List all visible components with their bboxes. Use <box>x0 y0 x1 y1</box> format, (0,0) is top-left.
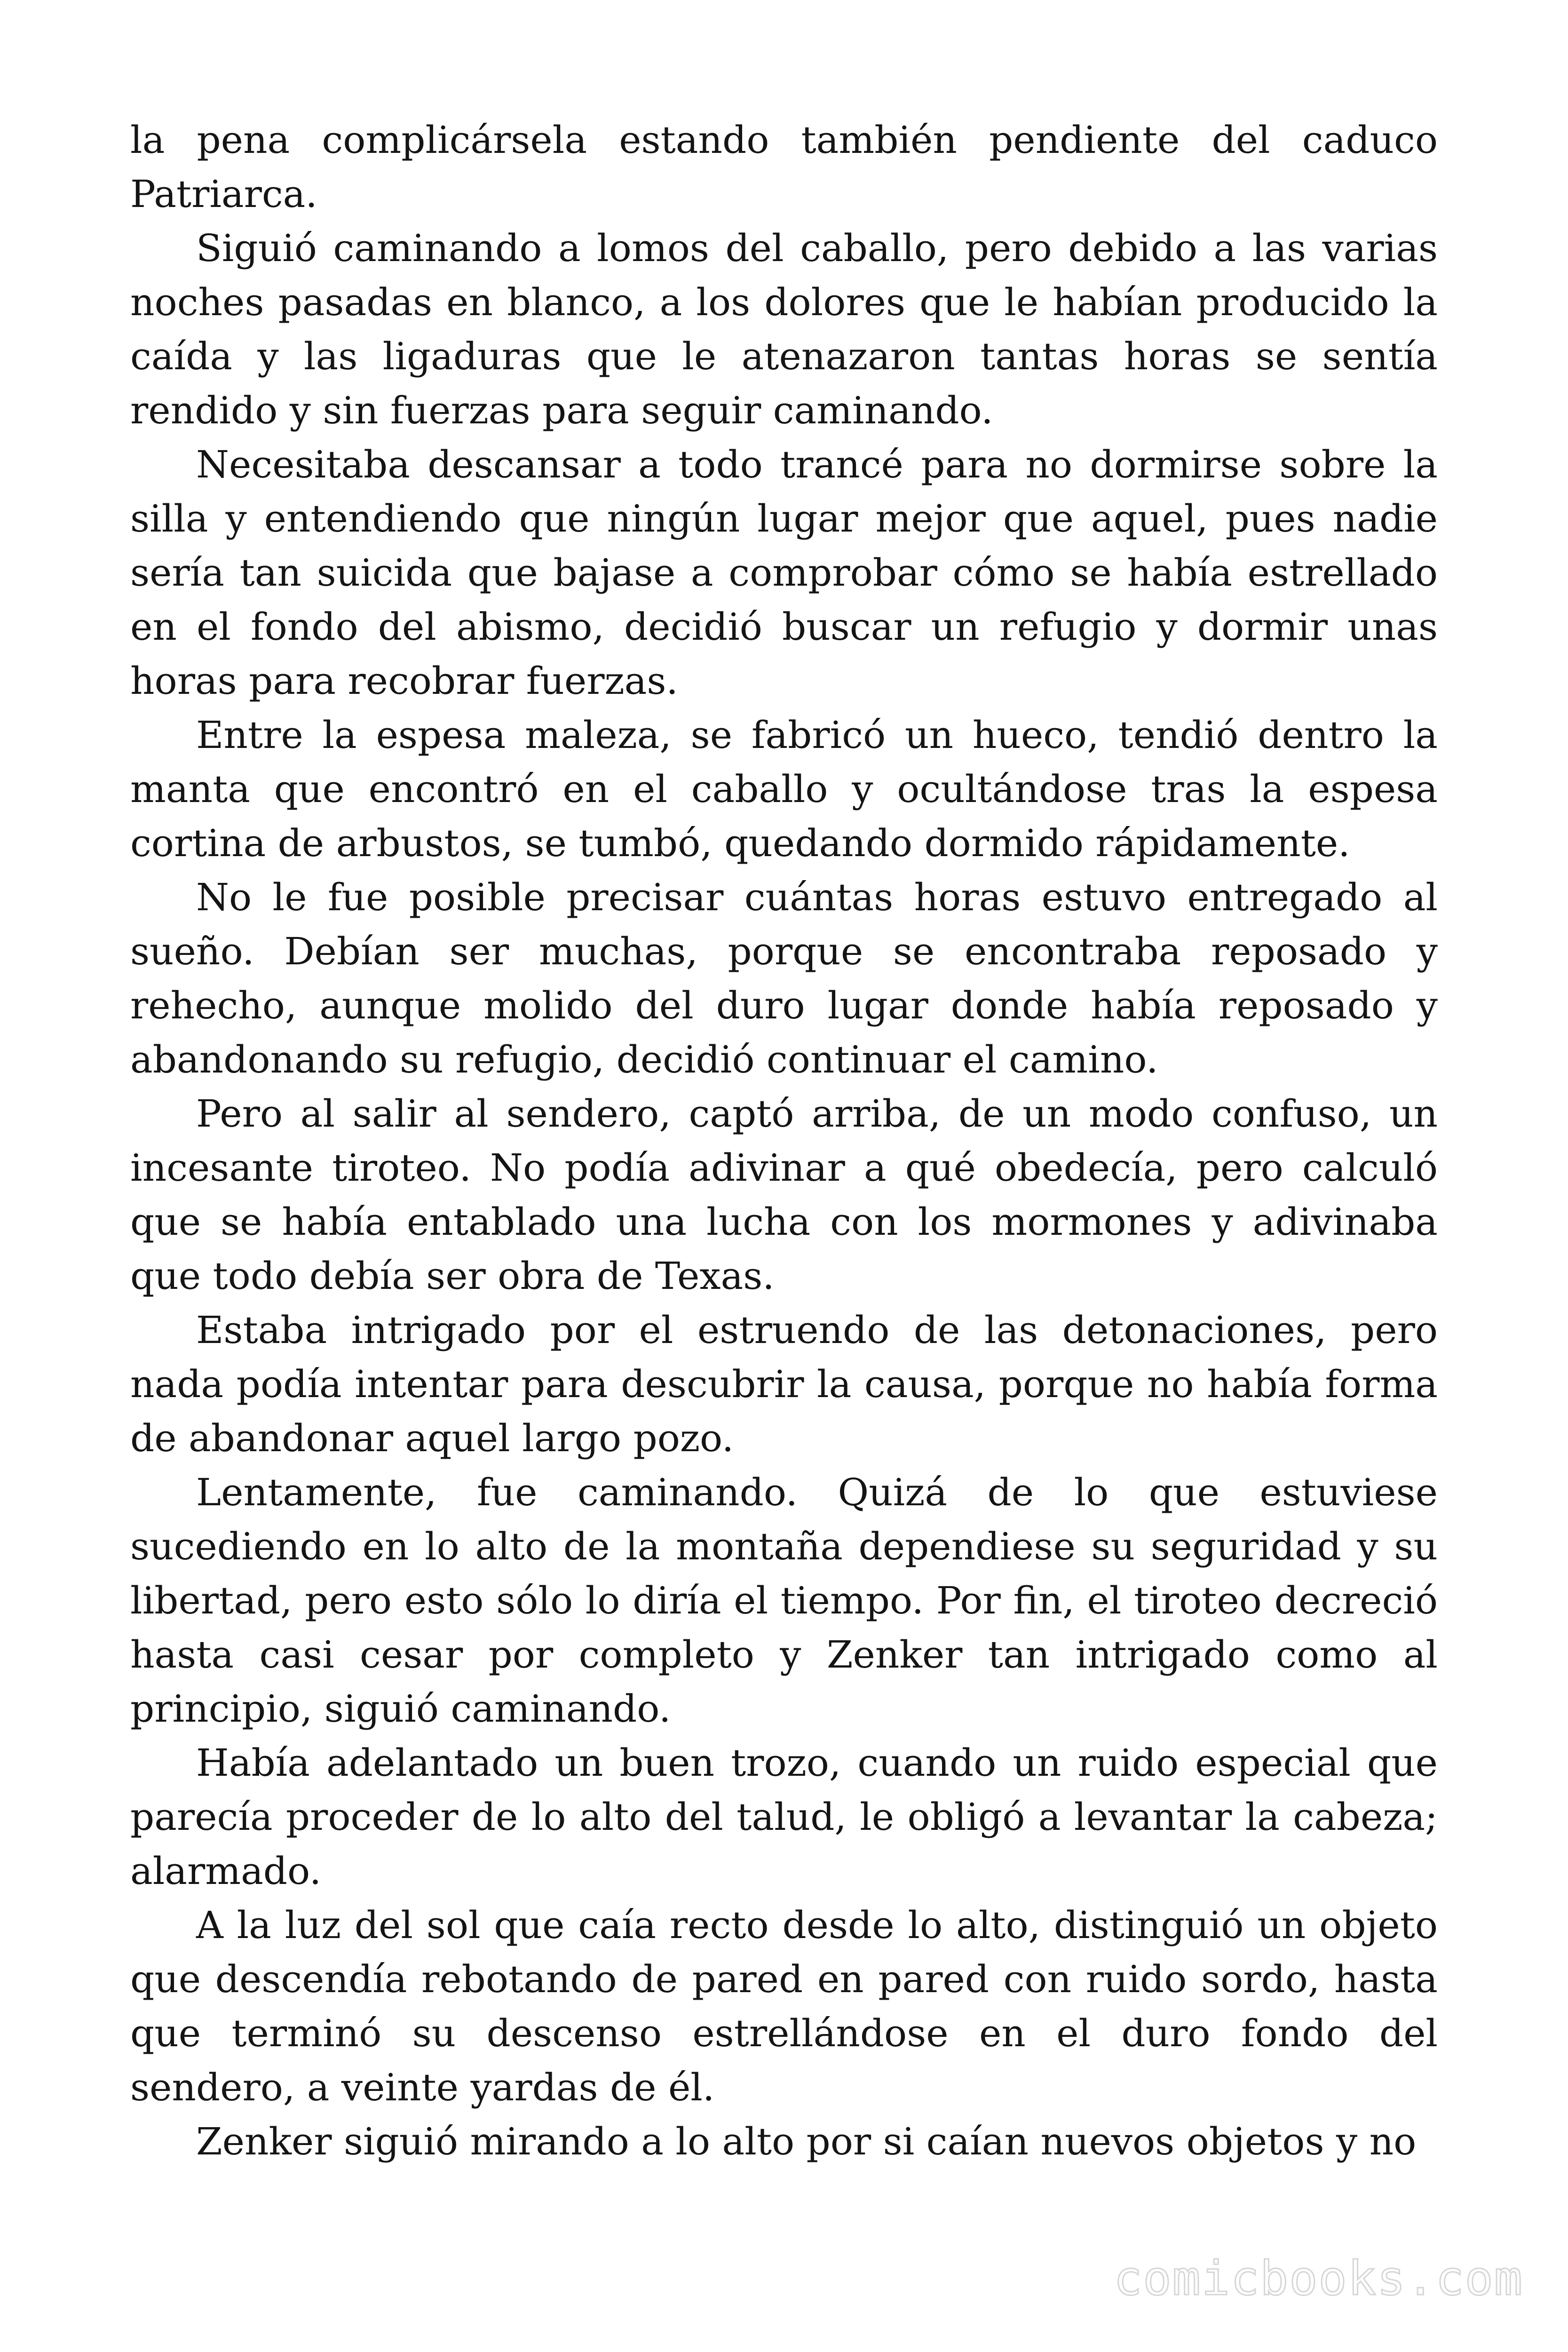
paragraph-5: No le fue posible precisar cuántas horas estuvo entregado al sueño. Debían ser muchas, porque se encontraba reposado y rehecho, aunque molido del duro lugar donde había reposado y abandonando su refugio, decidió continuar el camino. <box>130 875 1438 1081</box>
paragraph-10: A la luz del sol que caía recto desde lo alto, distinguió un objeto que descendía rebotando de pared en pared con ruido sordo, hasta que terminó su descenso estrellándose en el duro fondo del sendero, a veinte yardas de él. <box>130 1903 1438 2109</box>
page-body <box>130 113 1438 2169</box>
paragraph-11: Zenker siguió mirando a lo alto por si caían nuevos objetos y no <box>196 2120 1417 2163</box>
paragraph-3: Necesitaba descansar a todo trancé para no dormirse sobre la silla y entendiendo que ningún lugar mejor que aquel, pues nadie sería tan suicida que bajase a comprobar cómo se había estrellado en el fondo del abismo, decidió buscar un refugio y dormir unas horas para recobrar fuerzas. <box>130 443 1438 703</box>
paragraph-6: Pero al salir al sendero, captó arriba, de un modo confuso, un incesante tiroteo. No podía adivinar a qué obedecía, pero calculó que se había entablado una lucha con los mormones y adivinaba que todo debía ser obra de Texas. <box>130 1092 1438 1298</box>
paragraph-7: Estaba intrigado por el estruendo de las detonaciones, pero nada podía intentar para descubrir la causa, porque no había forma de abandonar aquel largo pozo. <box>130 1308 1438 1460</box>
paragraph-2: Siguió caminando a lomos del caballo, pero debido a las varias noches pasadas en blanco, a los dolores que le habían producido la caída y las ligaduras que le atenazaron tantas horas se sentía rendido y sin fuerzas para seguir caminando. <box>130 226 1438 432</box>
paragraph-4: Entre la espesa maleza, se fabricó un hueco, tendió dentro la manta que encontró en el caballo y ocultándose tras la espesa cortina de arbustos, se tumbó, quedando dormido rápidamente. <box>130 713 1438 865</box>
paragraph-1: la pena complicársela estando también pendiente del caduco Patriarca. <box>130 118 1438 216</box>
watermark: comicbooks.com <box>1114 2251 1523 2306</box>
paragraph-8: Lentamente, fue caminando. Quizá de lo que estuviese sucediendo en lo alto de la montaña dependiese su seguridad y su libertad, pero esto sólo lo diría el tiempo. Por fin, el tiroteo decreció hasta casi cesar por completo y Zenker tan intrigado como al principio, siguió caminando. <box>130 1470 1438 1731</box>
paragraph-9: Había adelantado un buen trozo, cuando un ruido especial que parecía proceder de lo alto del talud, le obligó a levantar la cabeza; alarmado. <box>130 1741 1438 1893</box>
